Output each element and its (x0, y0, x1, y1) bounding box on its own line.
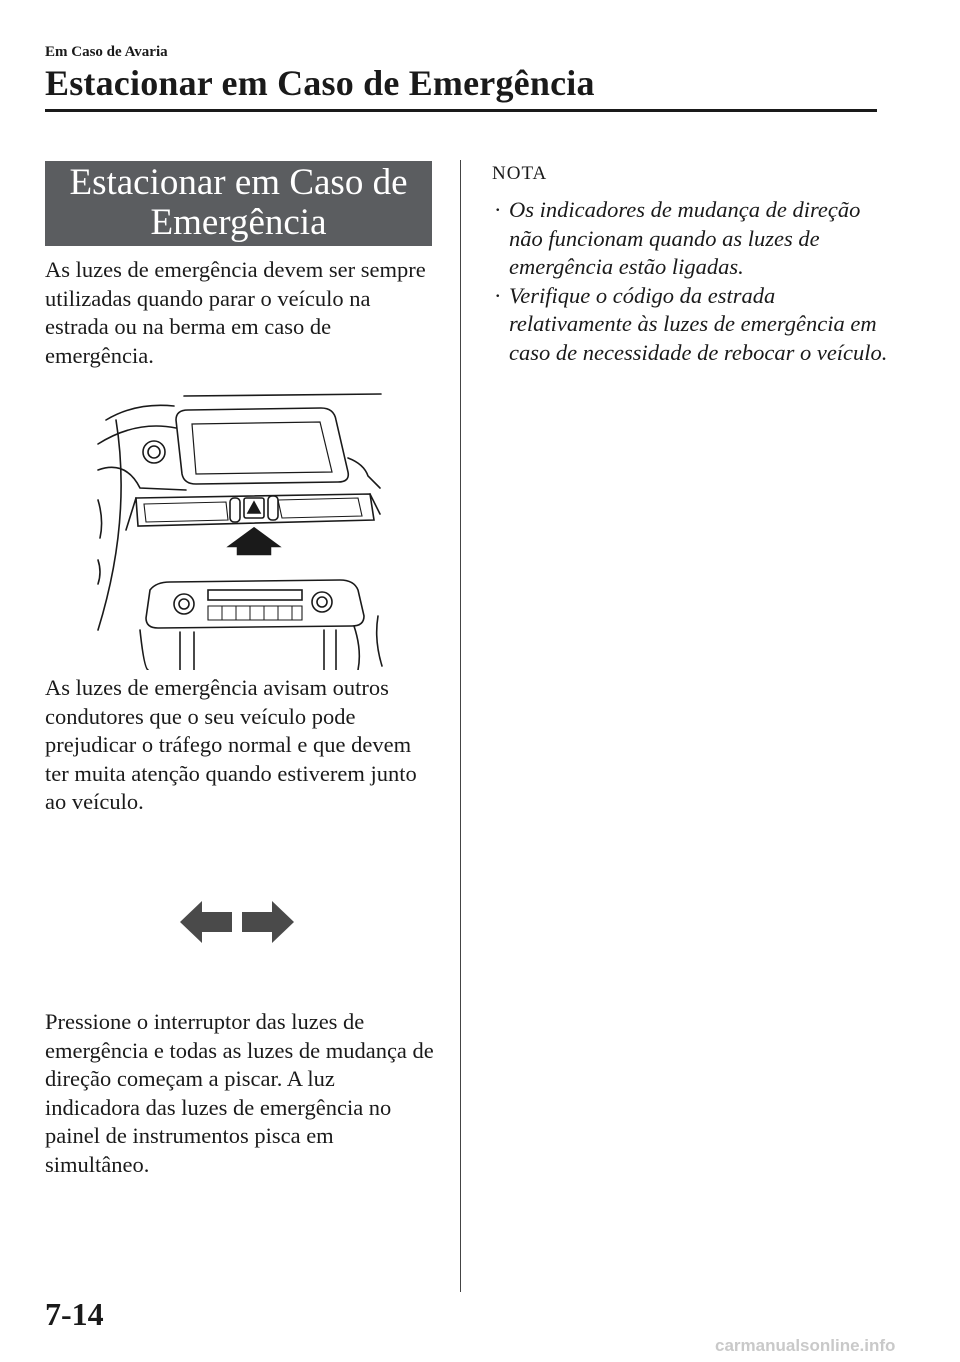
section-title-line1: Estacionar em Caso de (69, 162, 408, 203)
note-item: · Os indicadores de mudança de direção não funcionam quando as luzes de emergência estão ligadas. (493, 196, 893, 282)
chapter-label: Em Caso de Avaria (45, 44, 168, 60)
paragraph-instructions: Pressione o interruptor das luzes de emergência e todas as luzes de mudança de direção começam a piscar. A luz indicadora das luzes de emergência no painel de instrumentos pisca em simultâneo. (45, 1009, 434, 1177)
turn-signal-arrows-icon (178, 899, 296, 945)
column-divider (460, 160, 461, 1292)
page-header-title: Estacionar em Caso de Emergência (45, 63, 595, 103)
header-rule (45, 109, 877, 112)
section-title-box (45, 161, 432, 246)
note-list (493, 196, 893, 367)
paragraph-warning: As luzes de emergência avisam outros condutores que o seu veículo pode prejudicar o tráfego normal e que devem ter muita atenção quando estiverem junto ao veículo. (45, 675, 417, 814)
page-number: 7-14 (45, 1296, 104, 1332)
watermark: carmanualsonline.info (715, 1336, 896, 1355)
hazard-switch-dashboard-illustration (96, 380, 386, 670)
paragraph-intro: As luzes de emergência devem ser sempre utilizadas quando parar o veículo na estrada ou na berma em caso de emergência. (45, 257, 426, 368)
note-title: NOTA (492, 163, 548, 184)
section-title-line2: Emergência (150, 202, 327, 243)
note-item: · Verifique o código da estrada relativamente às luzes de emergência em caso de necessidade de rebocar o veículo. (493, 282, 893, 368)
